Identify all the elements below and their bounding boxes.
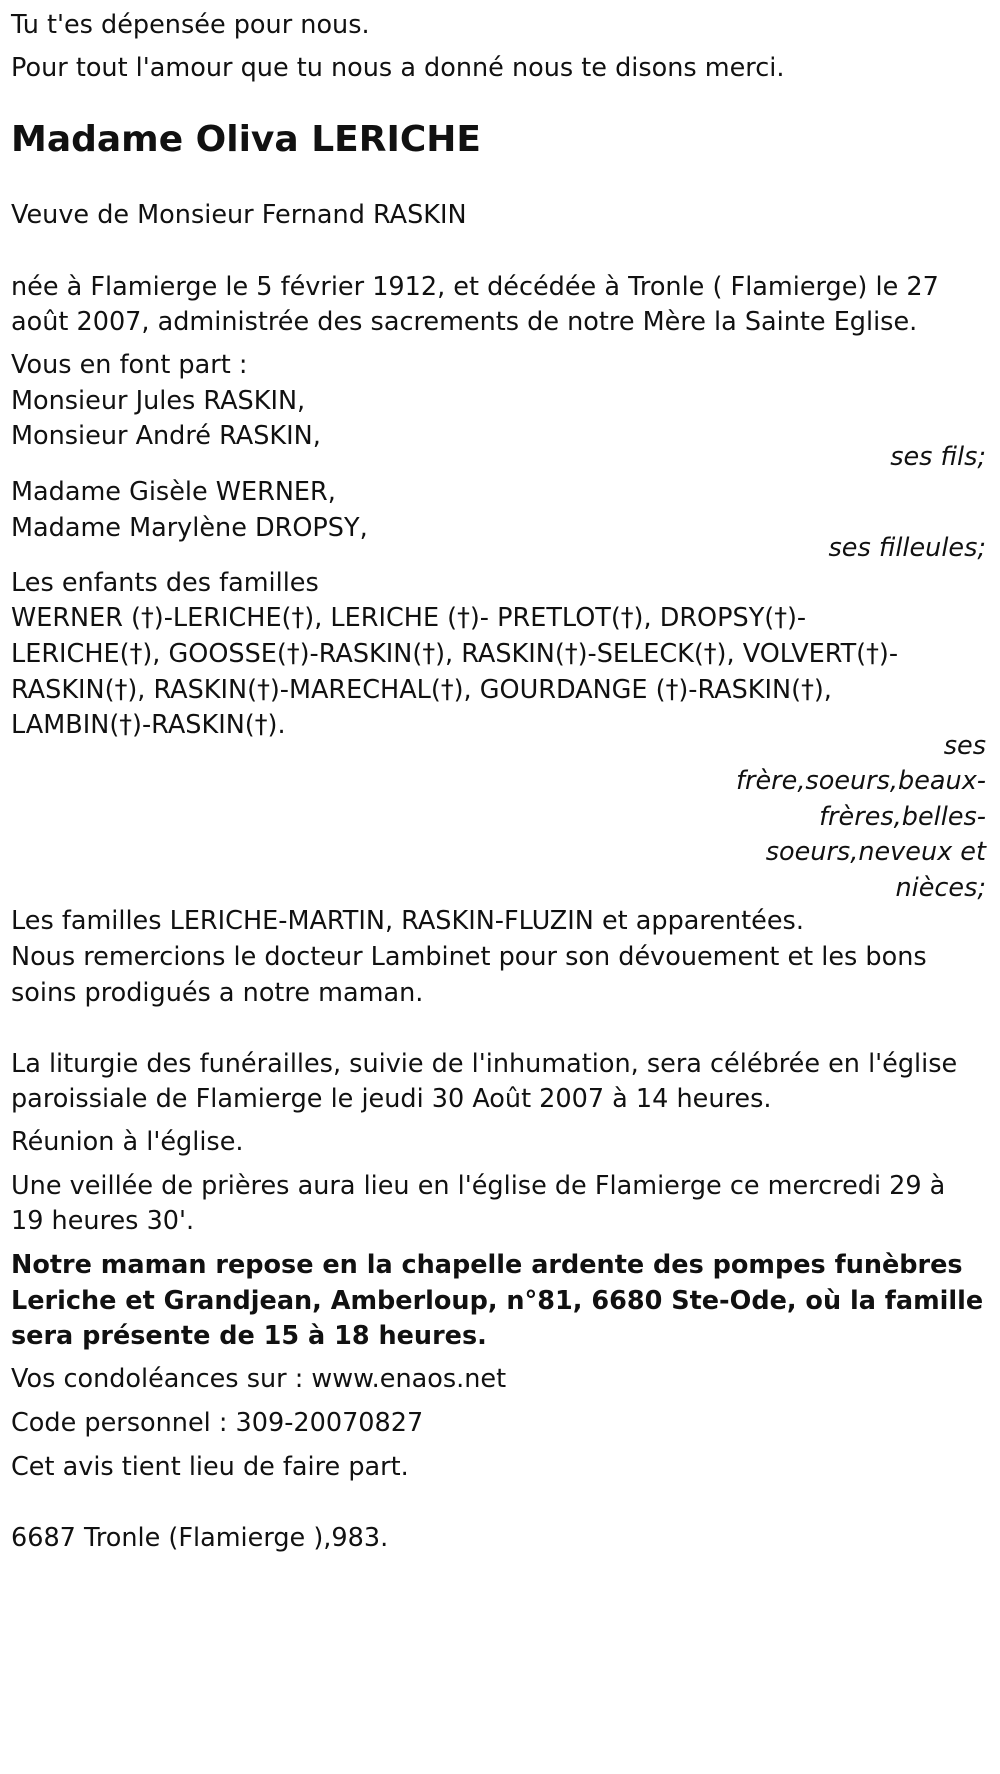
meeting-line: Réunion à l'église. (11, 1127, 244, 1157)
families-relation-line: frères,belles- (819, 802, 986, 832)
condolences-line: Vos condoléances sur : www.enaos.net (11, 1364, 507, 1394)
deceased-name: Madame Oliva LERICHE (11, 119, 482, 160)
notice-line: Cet avis tient lieu de faire part. (11, 1452, 409, 1482)
son-name: Monsieur André RASKIN, (11, 421, 321, 451)
families-line: LAMBIN(†)-RASKIN(†). (11, 710, 286, 740)
families-line: RASKIN(†), RASKIN(†)-MARECHAL(†), GOURDANGE (†)-RASKIN(†), (11, 675, 832, 705)
goddaughters-relation: ses filleules; (828, 533, 986, 563)
announcement-intro: Vous en font part : (11, 350, 248, 380)
goddaughter-name: Madame Gisèle WERNER, (11, 477, 336, 507)
birth-death-line-2: août 2007, administrée des sacrements de notre Mère la Sainte Eglise. (11, 307, 918, 337)
spouse-line: Veuve de Monsieur Fernand RASKIN (11, 200, 467, 230)
vigil-line-1: Une veillée de prières aura lieu en l'église de Flamierge ce mercredi 29 à (11, 1171, 946, 1201)
families-relation-line: ses (943, 731, 986, 761)
rest-line-1: Notre maman repose en la chapelle ardente des pompes funèbres (11, 1250, 963, 1280)
intro-line-2: Pour tout l'amour que tu nous a donné nous te disons merci. (11, 53, 785, 83)
other-families: Les familles LERICHE-MARTIN, RASKIN-FLUZIN et apparentées. (11, 906, 804, 936)
thanks-line-2: soins prodigués a notre maman. (11, 978, 424, 1008)
rest-line-3: sera présente de 15 à 18 heures. (11, 1321, 487, 1351)
families-line: LERICHE(†), GOOSSE(†)-RASKIN(†), RASKIN(†)-SELECK(†), VOLVERT(†)- (11, 639, 899, 669)
families-intro: Les enfants des familles (11, 568, 319, 598)
birth-death-line-1: née à Flamierge le 5 février 1912, et décédée à Tronle ( Flamierge) le 27 (11, 272, 939, 302)
families-line: WERNER (†)-LERICHE(†), LERICHE (†)- PRETLOT(†), DROPSY(†)- (11, 603, 807, 633)
families-relation-line: nièces; (895, 873, 986, 903)
vigil-line-2: 19 heures 30'. (11, 1206, 195, 1236)
liturgy-line-2: paroissiale de Flamierge le jeudi 30 Août 2007 à 14 heures. (11, 1084, 772, 1114)
families-relation-line: frère,soeurs,beaux- (736, 766, 986, 796)
intro-line-1: Tu t'es dépensée pour nous. (11, 10, 370, 40)
goddaughter-name: Madame Marylène DROPSY, (11, 513, 368, 543)
rest-line-2: Leriche et Grandjean, Amberloup, n°81, 6680 Ste-Ode, où la famille (11, 1286, 984, 1316)
families-relation-line: soeurs,neveux et (765, 837, 986, 867)
son-name: Monsieur Jules RASKIN, (11, 386, 306, 416)
address-line: 6687 Tronle (Flamierge ),983. (11, 1523, 389, 1553)
sons-relation: ses fils; (890, 442, 986, 472)
thanks-line-1: Nous remercions le docteur Lambinet pour son dévouement et les bons (11, 942, 927, 972)
liturgy-line-1: La liturgie des funérailles, suivie de l'inhumation, sera célébrée en l'église (11, 1049, 958, 1079)
personal-code-line: Code personnel : 309-20070827 (11, 1408, 424, 1438)
